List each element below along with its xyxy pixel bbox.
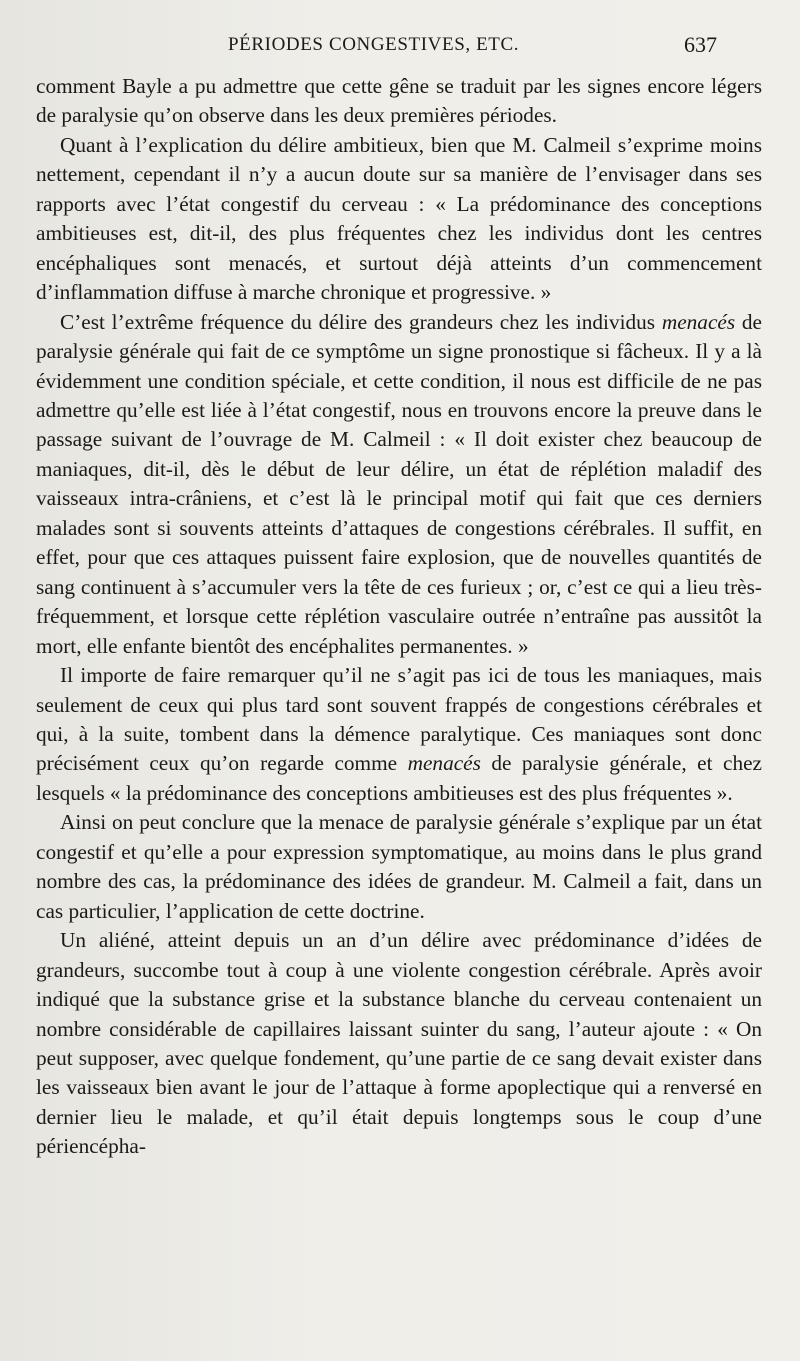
paragraph bbox=[36, 661, 762, 808]
page-header bbox=[0, 34, 800, 64]
italic-text: menacés bbox=[407, 751, 481, 776]
italic-text: menacés bbox=[661, 309, 736, 334]
text-run: de paralysie générale, et chez lesquels « la prédominance des conceptions ambitieuses est des plus fréquentes ». bbox=[36, 751, 762, 805]
paragraph bbox=[36, 308, 762, 661]
text-run: de paralysie générale qui fait de ce symptôme un signe pronostique si fâcheux. Il y a là évidemment une condition spéciale, et cette condition, il nous est difficile de ne pas admettre qu’elle est liée à l’état congestif, nous en trouvons encore la preuve dans le passage suivant de l’ouvrage de M. Calmeil : « Il doit exister chez beaucoup de maniaques, dit-il, dès le début de leur délire, un état de réplétion maladif des vaisseaux intra-crâniens, et c’est là le principal motif qui fait que ces derniers malades sont si souvents atteints d’attaques de congestions cérébrales. Il suffit, en effet, pour que ces attaques puissent faire explosion, que de nouvelles quantités de sang continuent à s’accumuler vers la tête de ces furieux ; or, c’est ce qui a lieu très-fréquemment, et lorsque cette réplétion vasculaire outrée n’entraîne pas aussitôt la mort, elle enfante bientôt des encéphalites permanentes. » bbox=[36, 309, 762, 658]
text-run: comment Bayle a pu admettre que cette gêne se traduit par les signes encore légers de paralysie qu’on observe dans les deux premières périodes. bbox=[36, 74, 762, 128]
text-run: Un aliéné, atteint depuis un an d’un délire avec prédominance d’idées de grandeurs, succombe tout à coup à une violente congestion cérébrale. Après avoir indiqué que la substance grise et la substance blanche du cerveau contenaient un nombre considérable de capillaires laissant suinter du sang, l’auteur ajoute : « On peut supposer, avec quelque fondement, qu’une partie de ce sang devait exister dans les vaisseaux bien avant le jour de l’attaque à forme apoplectique qui a renversé en dernier lieu le malade, et qu’il était depuis longtemps sous le coup d’une périencépha- bbox=[36, 928, 762, 1159]
page-number: 637 bbox=[684, 32, 717, 57]
paragraph bbox=[36, 131, 762, 308]
paragraph bbox=[36, 72, 762, 131]
text-run: Il importe de faire remarquer qu’il ne s’agit pas ici de tous les maniaques, mais seulement de ceux qui plus tard sont souvent frappés de congestions cérébrales et qui, à la suite, tombent dans la démence paralytique. Ces maniaques sont donc précisément ceux qu’on regarde comme bbox=[36, 663, 762, 776]
running-title: PÉRIODES CONGESTIVES, ETC. bbox=[228, 34, 520, 55]
paragraph bbox=[36, 808, 762, 926]
text-run: Ainsi on peut conclure que la menace de paralysie générale s’explique par un état congestif et qu’elle a pour expression symptomatique, au moins dans le plus grand nombre des cas, la prédominance des idées de grandeur. M. Calmeil a fait, dans un cas particulier, l’application de cette doctrine. bbox=[36, 810, 762, 923]
paragraph bbox=[36, 926, 762, 1162]
text-run: C’est l’extrême fréquence du délire des grandeurs chez les individus bbox=[60, 309, 662, 334]
body-text bbox=[36, 72, 762, 1162]
text-run: Quant à l’explication du délire ambitieux, bien que M. Calmeil s’exprime moins nettement, cependant il n’y a aucun doute sur sa manière de l’envisager dans ses rapports avec l’état congestif du cerveau : « La prédominance des conceptions ambitieuses est, dit-il, des plus fréquentes chez les individus dont les centres encéphaliques sont menacés, et surtout déjà atteints d’un commencement d’inflammation diffuse à marche chronique et progressive. » bbox=[36, 132, 762, 305]
